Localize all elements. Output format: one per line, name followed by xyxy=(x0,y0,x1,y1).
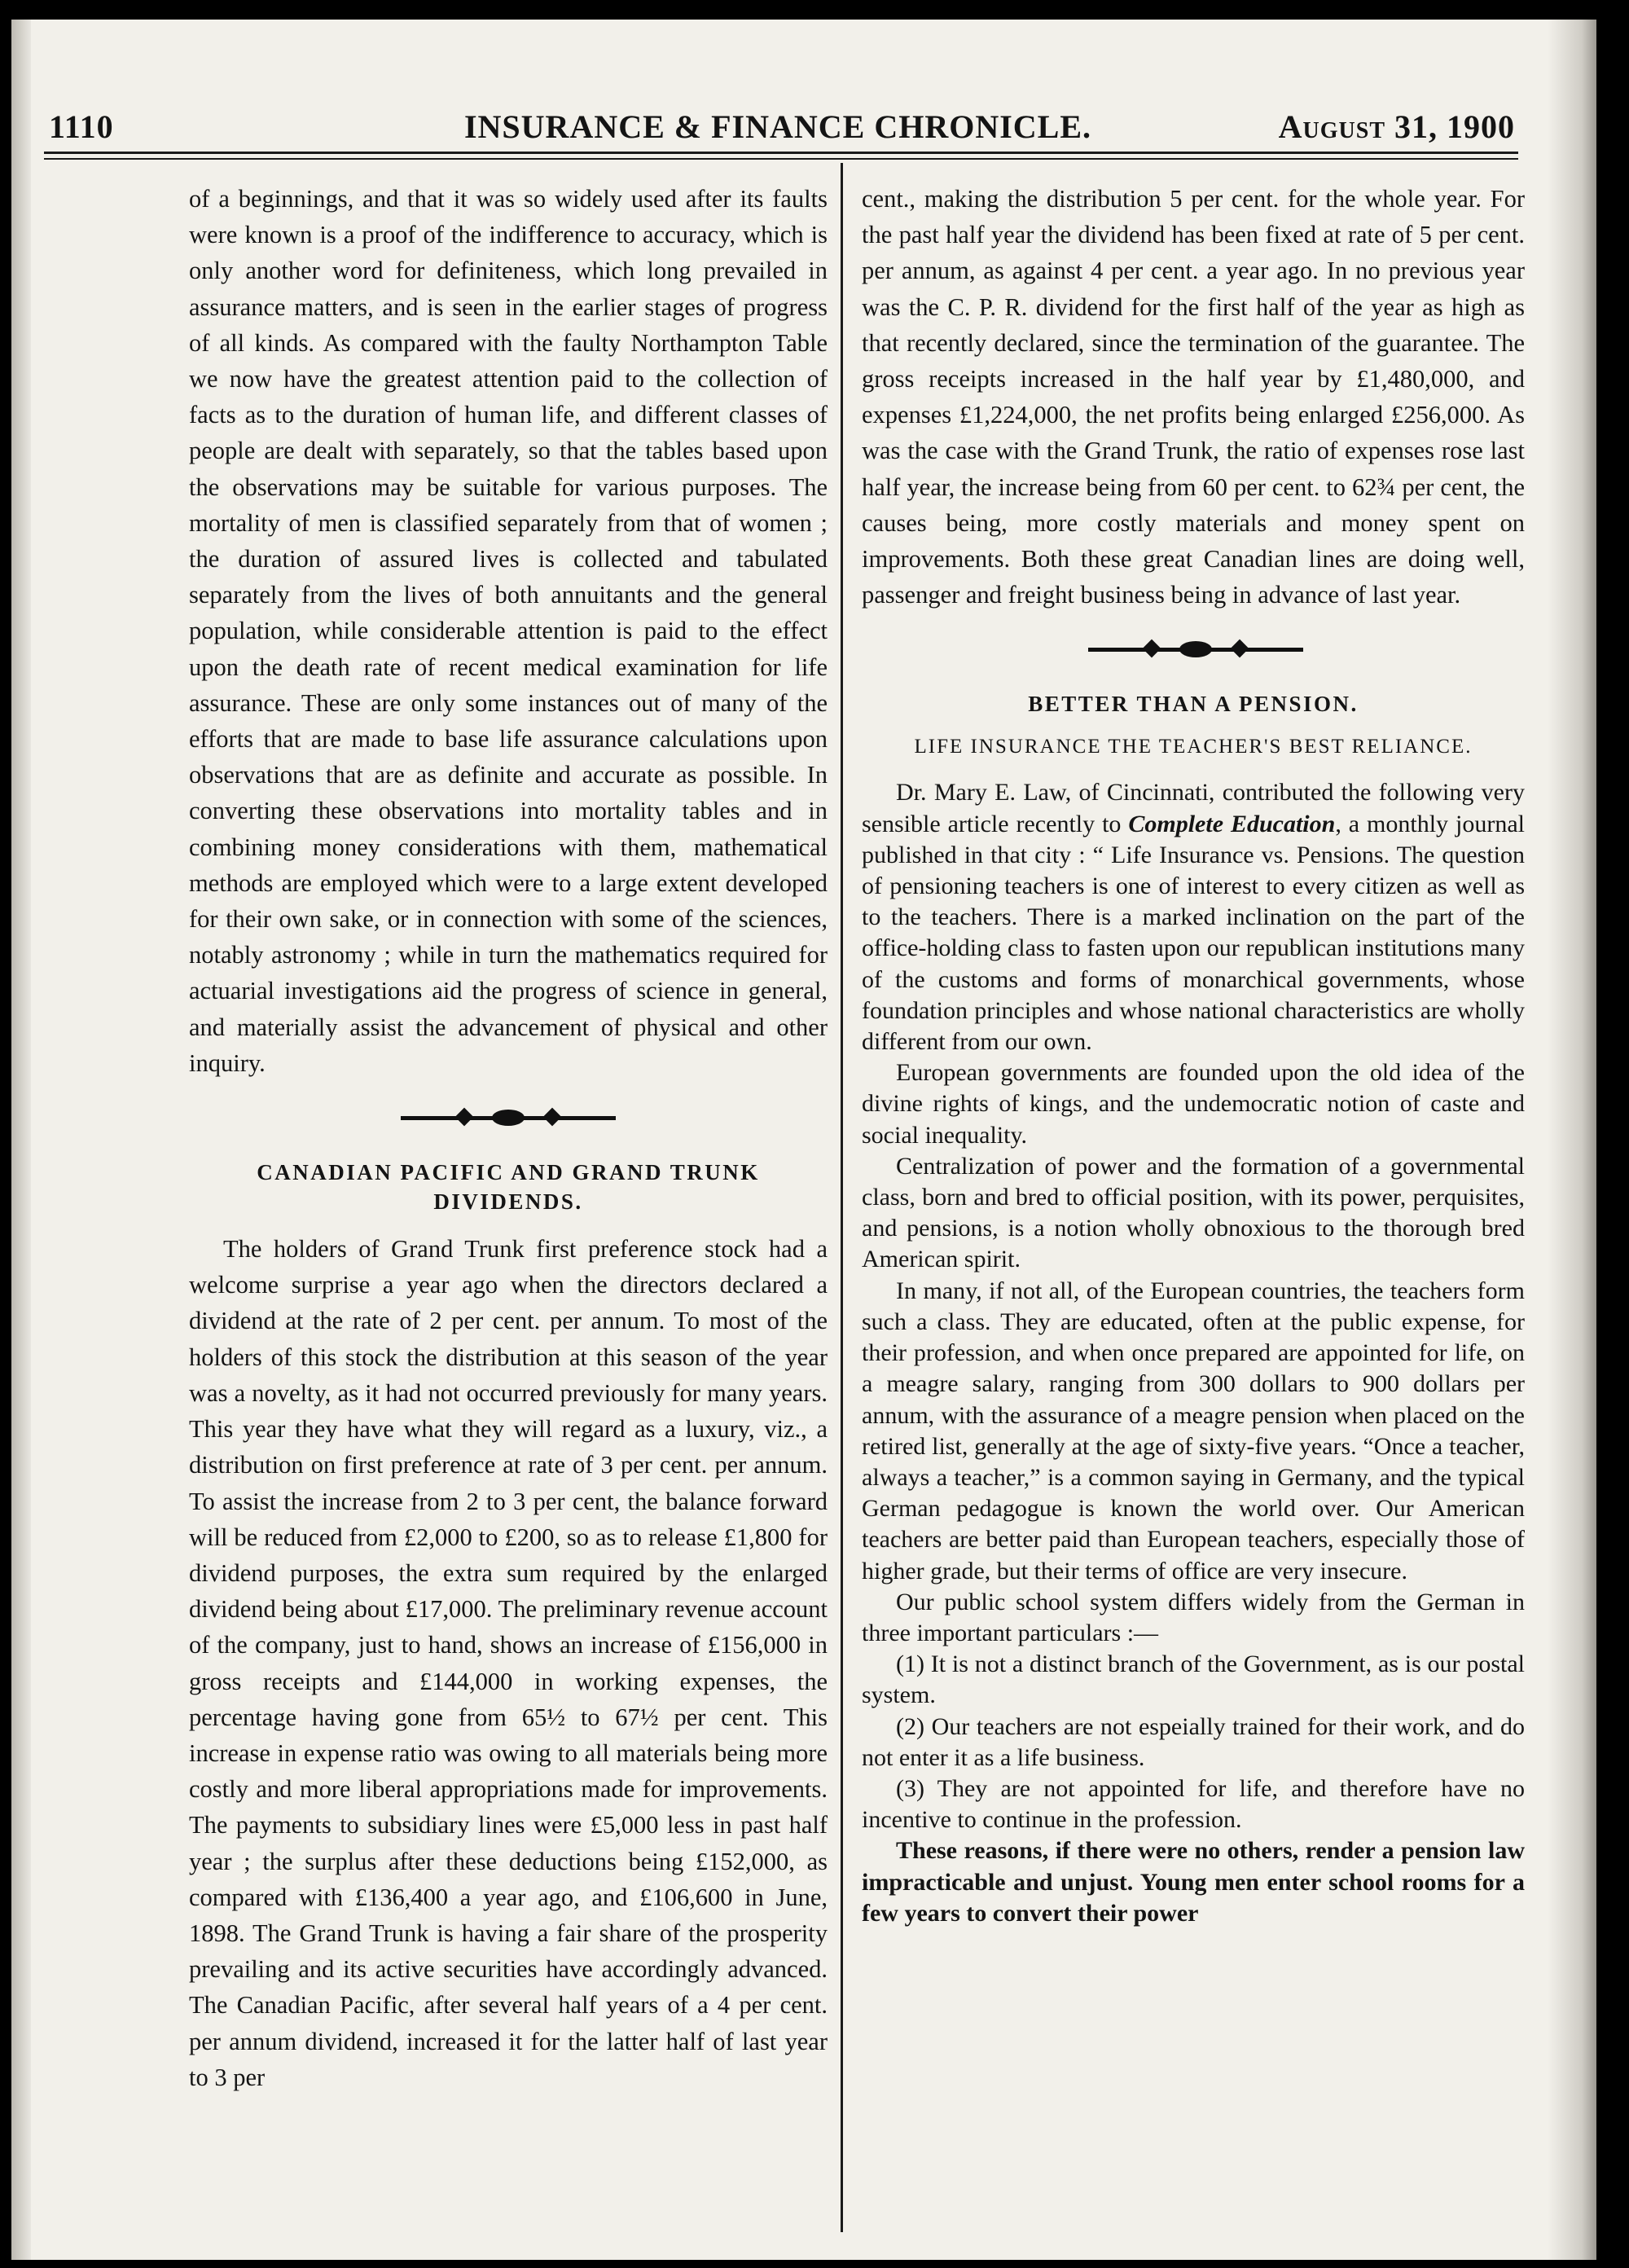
journal-title: Complete Education xyxy=(1128,810,1336,837)
header-rule-thin xyxy=(44,158,1518,160)
paragraph: In many, if not all, of the European countries, the teachers form such a class. They are educated, often at the public expense, for their profession, and when once prepared are appointed for life, on a meagre salary, ranging from 300 dollars to 900 dollars per annum, with the assurance of a meagre pension when placed on the retired list, generally at the age of sixty-five years. “Once a teacher, always a teacher,” is a common saying in Germany, and the typical German pedagogue is known the world over. Our American teachers are better paid than European teachers, especially those of higher grade, but their terms of office are very insecure. xyxy=(862,1277,1525,1585)
ornament-divider xyxy=(862,637,1525,662)
left-column xyxy=(189,181,828,2095)
scan-edge-left xyxy=(11,20,31,2260)
column-separator xyxy=(841,163,843,2232)
article-subheading: LIFE INSURANCE THE TEACHER'S BEST RELIANCE. xyxy=(914,736,1473,758)
paragraph: Centralization of power and the formation of a governmental class, born and bred to official position, with its power, perquisites, and pensions, is a notion wholly obnoxious to the thorough bred American spirit. xyxy=(862,1152,1525,1273)
running-header xyxy=(41,108,1515,147)
paragraph: These reasons, if there were no others, render a pension law impracticable and unjust. Young men enter school rooms for a few years to convert their power xyxy=(862,1837,1525,1927)
list-item: (2) Our teachers are not espeially trained for their work, and do not enter it as a life business. xyxy=(862,1712,1525,1771)
paragraph: European governments are founded upon the old idea of the divine rights of kings, and the undemocratic notion of caste and social inequality. xyxy=(862,1059,1525,1149)
publication-title: INSURANCE & FINANCE CHRONICLE. xyxy=(463,108,1092,145)
text-run: , a monthly journal published in that city : “ Life Insurance vs. Pensions. The question of pensioning teachers is one of interest to every citizen as well as to the teachers. There is a marked inclination on the part of the office-holding class to fasten upon our republican institutions many of the customs and forms of monarchical governments, whose foundation principles and whose national characteristics are wholly different from our own. xyxy=(862,810,1525,1056)
paragraph: The holders of Grand Trunk first preference stock had a welcome surprise a year ago when the directors declared a dividend at the rate of 2 per cent. per annum. To most of the holders of this stock the distribution at this season of the year was a novelty, as it had not occurred previously for many years. This year they have what they will regard as a luxury, viz., a distribution on first preference at rate of 3 per cent. per annum. To assist the increase from 2 to 3 per cent, the balance forward will be reduced from £2,000 to £200, so as to release £1,800 for dividend purposes, the extra sum required by the enlarged dividend being about £17,000. The preliminary revenue account of the company, just to hand, shows an increase of £156,000 in gross receipts and £144,000 in working expenses, the percentage having gone from 65½ to 67½ per cent. This increase in expense ratio was owing to all materials being more costly and more liberal appropriations made for improvements. The payments to subsidiary lines were £5,000 less in past half year ; the surplus after these deductions being £152,000, as compared with £136,400 a year ago, and £106,600 in June, 1898. The Grand Trunk is having a fair share of the prosperity prevailing and its active securities have accordingly advanced. The Canadian Pacific, after several half years of a 4 per cent. per annum dividend, increased it for the latter half of last year to 3 per xyxy=(189,1235,828,2091)
list-item: (3) They are not appointed for life, and therefore have no incentive to continue in the profession. xyxy=(862,1774,1525,1834)
paragraph: of a beginnings, and that it was so widely used after its faults were known is a proof of the indifference to accuracy, which is only another word for definiteness, which long prevailed in assurance matters, and is seen in the earlier stages of progress of all kinds. As compared with the faulty Northampton Table we now have the greatest attention paid to the collection of facts as to the duration of human life, and different classes of people are dealt with separately, so that the tables based upon the observations may be suitable for various purposes. The mortality of men is classified separately from that of women ; the duration of assured lives is collected and tabulated separately from the lives of both annuitants and the general population, while considerable attention is paid to the effect upon the death rate of recent medical examination for life assurance. These are only some instances out of many of the efforts that are made to base life assurance calculations upon observations that are as definite and accurate as possible. In converting these observations into mortality tables and in combining money considerations with them, mathematical methods are employed which were to a large extent developed for their own sake, or in connection with some of the sciences, notably astronomy ; while in turn the mathematics required for actuarial investigations aid the progress of science in general, and materially assist the advancement of physical and other inquiry. xyxy=(189,185,828,1077)
page-number: 1110 xyxy=(49,108,114,145)
list-item: (1) It is not a distinct branch of the Government, as is our postal system. xyxy=(862,1650,1525,1709)
heading-line: DIVIDENDS. xyxy=(433,1189,583,1215)
header-rule xyxy=(44,152,1518,154)
scanned-page xyxy=(11,20,1596,2260)
article-body xyxy=(862,777,1525,1929)
article-heading: BETTER THAN A PENSION. xyxy=(1028,692,1359,717)
paragraph xyxy=(862,777,1525,1057)
paragraph: cent., making the distribution 5 per cent. for the whole year. For the past half year the dividend has been fixed at rate of 5 per cent. per annum, as against 4 per cent. a year ago. In no previous year was the C. P. R. dividend for the first half of the year as high as that recently declared, since the termination of the guarantee. The gross receipts increased in the half year by £1,480,000, and expenses £1,224,000, the net profits being enlarged £256,000. As was the case with the Grand Trunk, the ratio of expenses rose last half year, the increase being from 60 per cent. to 62¾ per cent, the causes being, more costly materials and money spent on improvements. Both these great Canadian lines are doing well, passenger and freight business being in advance of last year. xyxy=(862,185,1525,609)
scan-edge-right xyxy=(1548,20,1596,2260)
article-heading xyxy=(189,1158,828,1216)
heading-line: CANADIAN PACIFIC AND GRAND TRUNK xyxy=(257,1160,760,1185)
issue-date: August 31, 1900 xyxy=(1278,108,1515,145)
text-run: Dr. Mary E. Law, of Cincinnati, contributed the following very sensible article recently to xyxy=(862,779,1525,837)
right-column xyxy=(862,181,1525,1929)
paragraph: Our public school system differs widely from the German in three important particulars :— xyxy=(862,1588,1525,1646)
ornament-divider xyxy=(189,1105,828,1130)
